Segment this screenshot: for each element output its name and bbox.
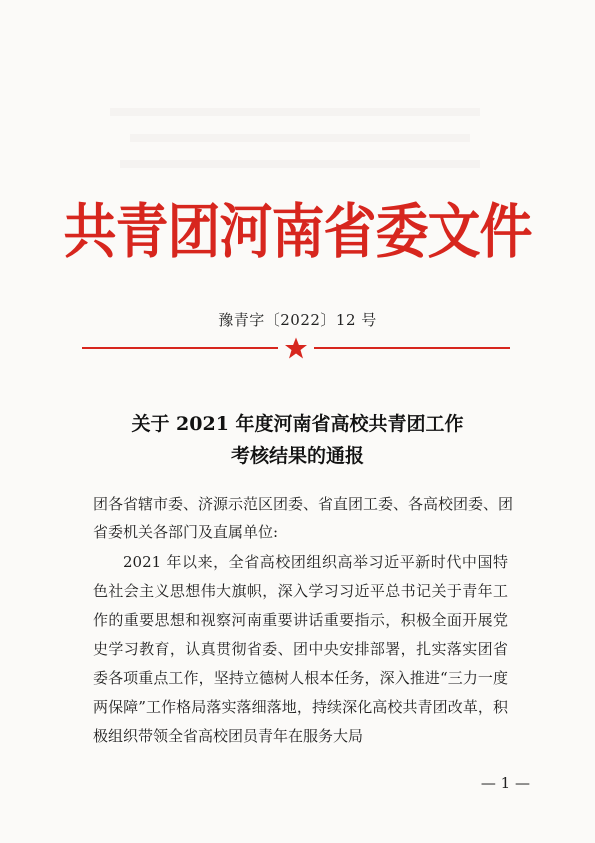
page-number: — 1 —: [480, 774, 530, 792]
masthead-rule-left: [82, 347, 278, 349]
document-masthead: 共青团河南省委文件: [63, 198, 532, 267]
bleed-through-texture: [130, 134, 470, 142]
bleed-through-texture: [110, 108, 480, 116]
recipients-paragraph: 团各省辖市委、济源示范区团委、省直团工委、各高校团委、团省委机关各部门及直属单位:: [93, 495, 514, 541]
masthead-rule-right: [314, 347, 510, 349]
red-star-icon: [284, 336, 308, 360]
bleed-through-texture: [120, 160, 480, 168]
document-title-line-1: 关于 2021 年度河南省高校共青团工作: [131, 413, 464, 435]
body-paragraph: 2021 年以来，全省高校团组织高举习近平新时代中国特色社会主义思想伟大旗帜，深入学习习近平总书记关于青年工作的重要思想和视察河南重要讲话重要指示，积极全面开展党史学习教育，认真贯彻省委、团中央安排部署，扎实落实团省委各项重点工作，坚持立德树人根本任务，深入推进“三力一度两保障”工作格局落实落细落地，持续深化高校共青团改革，积极组织带领全省高校团员青年在服务大局: [93, 553, 508, 745]
document-title-line-2: 考核结果的通报: [230, 445, 364, 467]
document-number: 豫青字〔2022〕12 号: [218, 311, 377, 329]
